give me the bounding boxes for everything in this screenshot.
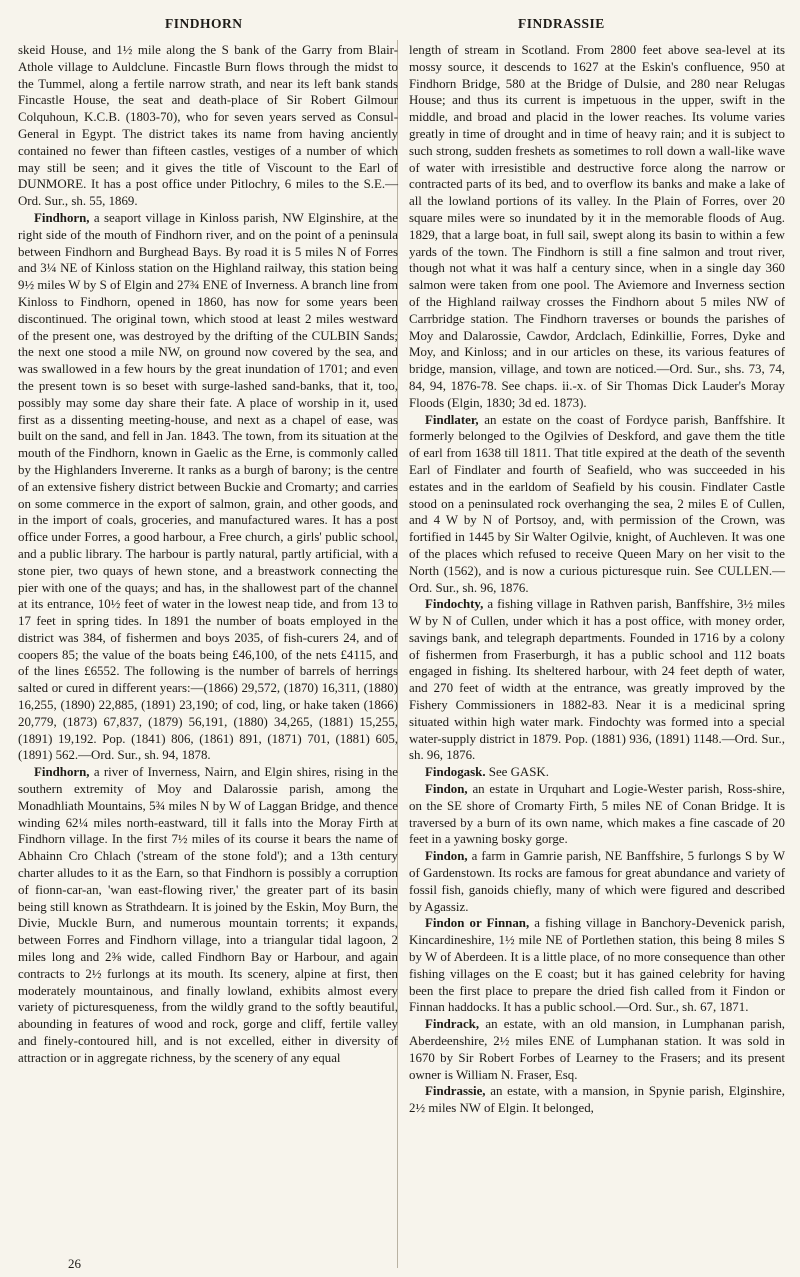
entry-text: See GASK. bbox=[485, 765, 549, 780]
entry-headword: Findon, bbox=[425, 782, 468, 797]
entry-findlater bbox=[409, 412, 785, 597]
entry-headword: Findogask. bbox=[425, 765, 486, 780]
entry-text: a river of Inverness, Nairn, and Elgin shires, rising in the southern extremity of Moy and Dalarossie parish, among the Monadhliath Mountains, 5¾ miles N by W of Laggan Bridge, and thence winding 62¼ miles north-eastward, till it falls into the Moray Firth at Findhorn village. In the first 7½ miles of its course it bears the name of Abhainn Cro Chlach ('stream of the stone fold'); and a 13th century charter alludes to it as the Earn, so that Findhorn is possibly a corruption of fionn-car-an, 'wan east-flowing river,' the greater part of its basin being still known as Strathdearn. It is joined by the Eskin, Moy Burn, the Divie, Muckle Burn, and numerous mountain torrents; it expands, between Forres and Findhorn village, into a triangular tidal lagoon, 2 miles long and 2⅜ wide, called Findhorn Bay or Harbour, and again contracts to 2½ furlongs at its mouth. Its scenery, alpine at first, then moderately mountainous, and finally lowland, exhibits almost every variety of picturesqueness, from the wildly grand to the softly beautiful, abounding in features of wood and rock, gorge and cliff, fertile valley and finely-contoured hill, and is not excelled, either in diversity of attraction or in aggregate richness, by the scenery of any equal bbox=[18, 765, 398, 1065]
entry-headword: Findon, bbox=[425, 849, 468, 864]
entry-findhorn-village bbox=[18, 210, 398, 764]
entry-text: an estate, with an old mansion, in Lumphanan parish, Aberdeenshire, 2½ miles ENE of Lumphanan station. It was sold in 1670 by Sir Robert Forbes of Learney to the Frasers; and its present owner is William N. Fraser, Esq. bbox=[409, 1017, 785, 1082]
entry-findochty bbox=[409, 596, 785, 764]
entry-text: a fishing village in Rathven parish, Banffshire, 3½ miles W by N of Cullen, under which it has a post office, with money order, savings bank, and telegraph departments. Founded in 1716 by a colony of fishermen from Fraserburgh, it has a public school and 112 boats engaged in fishing. Its sheltered harbour, with 24 feet depth of water, and 270 feet of width at the entrance, was greatly improved by the Fishery Commissioners in 1882-83. Near it is a medicinal spring situated within high water mark. Findochty was formed into a special water-supply district in 1879. Pop. (1881) 936, (1891) 1148.—Ord. Sur., sh. 96, 1876. bbox=[409, 597, 785, 763]
entry-findon-farm bbox=[409, 848, 785, 915]
entry-headword: Findhorn, bbox=[34, 210, 90, 225]
right-column bbox=[409, 42, 785, 1117]
left-column bbox=[18, 42, 398, 1067]
entry-headword: Findochty, bbox=[425, 597, 484, 612]
entry-text: an estate, with a mansion, in Spynie parish, Elginshire, 2½ miles NW of Elgin. It belonged, bbox=[409, 1084, 785, 1116]
entry-continuation bbox=[18, 42, 398, 210]
entry-findhorn-river bbox=[18, 764, 398, 1066]
running-head-right: FINDRASSIE bbox=[518, 16, 605, 31]
entry-findrack bbox=[409, 1016, 785, 1083]
entry-text: skeid House, and 1½ mile along the S bank of the Garry from Blair-Athole village to Auldclune. Fincastle Burn flows through the midst to the Tummel, along a fertile narrow strath, and near its left bank stands Fincastle House, the seat and death-place of Sir Robert Gilmour Colquhoun, K.C.B. (1803-70), who for seven years served as Consul-General in Egypt. The district takes its name from having anciently contained no fewer than fifteen castles, vestiges of a number of which may still be seen; and it gives the title of Viscount to the Earl of DUNMORE. It has a post office under Pitlochry, 6 miles to the S.E.—Ord. Sur., sh. 55, 1869. bbox=[18, 43, 398, 209]
entry-headword: Findon or Finnan, bbox=[425, 916, 530, 931]
entry-text: an estate in Urquhart and Logie-Wester parish, Ross-shire, on the SE shore of Cromarty Firth, 5 miles NE of Conan Bridge. It is traversed by a burn of its own name, which makes a fine cascade of 20 feet in a yawning bosky gorge. bbox=[409, 782, 785, 847]
entry-text: a fishing village in Banchory-Devenick parish, Kincardineshire, 1½ mile NE of Portlethen station, this being 8 miles S by W of Aberdeen. It is a little place, of no more consequence than other fishing villages on the E coast; but it has gained celebrity for having been the first place to prepare the dried fish called from it Findon or Finnan haddocks. It has a public school.—Ord. Sur., sh. 67, 1871. bbox=[409, 916, 786, 1015]
entry-text: a farm in Gamrie parish, NE Banffshire, 5 furlongs S by W of Gardenstown. Its rocks are famous for great abundance and variety of fossil fish, ganoids chiefly, many of which were figured and described by Agassiz. bbox=[409, 849, 785, 914]
entry-findrassie bbox=[409, 1083, 785, 1117]
entry-text: a seaport village in Kinloss parish, NW Elginshire, at the right side of the mouth of Findhorn river, and on the point of a peninsula between Findhorn and Burghead Bays. By road it is 5 miles N of Forres and 3¼ NE of Kinloss station on the Highland railway, this station being 9½ miles W by S of Elgin and 27¾ ENE of Inverness. A branch line from Kinloss to Findhorn, opened in 1860, has now for some years been discontinued. The original town, which stood at least 2 miles westward of the present one, was destroyed by the drifting of the CULBIN Sands; the next one stood a mile NW, on ground now covered by the sea, and was swallowed in a few hours by the great inundation of 1701; and even the present town is so beset with surge-lashed sand-banks, that it, too, possibly may some day share their fate. A place of worship in it, used first as a dissenting meeting-house, and next as a chapel of ease, was built on the sand, and fell in Jan. 1843. The town, from its situation at the mouth of the Findhorn, known in Gaelic as the Erne, is commonly called by the Highlanders Inverernе. It ranks as a burgh of barony; is the centre of an extensive fishery district between Buckie and Cromarty; and carries on some commerce in the export of salmon, grain, and other goods, and in the import of coals, groceries, and manufactured wares. It has a post office under Forres, a good harbour, a Free church, a girls' public school, and a public library. The harbour is partly natural, partly artificial, with a stone pier, two quays of hewn stone, and a breastwork connecting the pier with one of the quays; and has, in the shallowest part of the channel at its entrance, 10½ feet of water in the lowest neap tide, and from 13 to 17 feet in spring tides. In 1891 the number of boats employed in the district was 384, of fishermen and boys 2035, of fish-curers 24, and of coopers 85; the value of the boats being £46,100, of the nets £4115, and of the lines £6552. The following is the number of barrels of herrings salted or cured in different years:—(1866) 29,572, (1870) 16,311, (1880) 16,255, (1890) 22,885, (1891) 23,190; of cod, ling, or hake taken (1866) 20,779, (1873) 67,837, (1879) 56,191, (1880) 34,265, (1881) 15,255, (1891) 19,192. Pop. (1841) 806, (1861) 891, (1871) 701, (1881) 605, (1891) 562.—Ord. Sur., sh. 94, 1878. bbox=[18, 210, 398, 763]
entry-continuation bbox=[409, 42, 785, 412]
entry-findogask bbox=[409, 764, 785, 781]
entry-headword: Findhorn, bbox=[34, 765, 90, 780]
entry-headword: Findlater, bbox=[425, 412, 479, 427]
running-head-left: FINDHORN bbox=[165, 16, 243, 31]
entry-findon-estate bbox=[409, 781, 785, 848]
entry-text: an estate on the coast of Fordyce parish, Banffshire. It formerly belonged to the Ogilvies of Deskford, and gave them the title of earl from 1638 till 1811. That title expired at the death of the seventh Earl of Findlater and fourth of Seafield, who was succeeded in his estates and in the earldom of Seafield by his cousin. Findlater Castle stood on a peninsulated rock overhanging the sea, 2 miles E of Cullen, and 4 W by N of Portsoy, and, with permission of the Crown, was fortified in 1445 by Sir Walter Ogilvie, knight, of Auchleven. It was one of the places which refused to receive Queen Mary on her visit to the North (1562), and is now a curious picturesque ruin. See CULLEN.—Ord. Sur., sh. 96, 1876. bbox=[409, 412, 785, 595]
entry-headword: Findrack, bbox=[425, 1017, 480, 1032]
entry-findon-finnan bbox=[409, 915, 785, 1016]
entry-text: length of stream in Scotland. From 2800 feet above sea-level at its mossy source, it descends to 1627 at the Eskin's confluence, 950 at Findhorn Bridge, 580 at the Bridge of Dulsie, and 280 near Relugas House; and thus its current is impetuous in the upper, swift in the middle, and broad and placid in the lower reaches. Its volume varies greatly in time of drought and in time of heavy rain; and it is subject to such strong, sudden freshets as sometimes to roll down a wall-like wave of water with irresistible and destructive force along the narrow or contracted parts of its bed, and to overflow its banks and make a lake of all the lowland portions of its valley. In the Plain of Forres, over 20 square miles were so inundated by it in the memorable floods of Aug. 1829, that a large boat, in full sail, swept along its basin to within a few yards of the town. The Findhorn is still a fine salmon and trout river, though not what it was half a century since, when in a single day 360 salmon were taken from one pool. The Aviemore and Inverness section of the Highland railway crosses the Findhorn about 5 miles NW of Carrbridge station. The Findhorn traverses or bounds the parishes of Moy and Dalarossie, Cawdor, Ardclach, Edinkillie, Forres, Dyke and Moy, and Kinloss; and in our articles on these, its various features of bridge, mansion, village, and town are noticed.—Ord. Sur., shs. 73, 74, 84, 94, 1876-78. See chaps. ii.-x. of Sir Thomas Dick Lauder's Moray Floods (Elgin, 1830; 3d ed. 1873). bbox=[409, 43, 785, 410]
entry-headword: Findrassie, bbox=[425, 1084, 486, 1099]
page-number: 26 bbox=[68, 1256, 81, 1271]
